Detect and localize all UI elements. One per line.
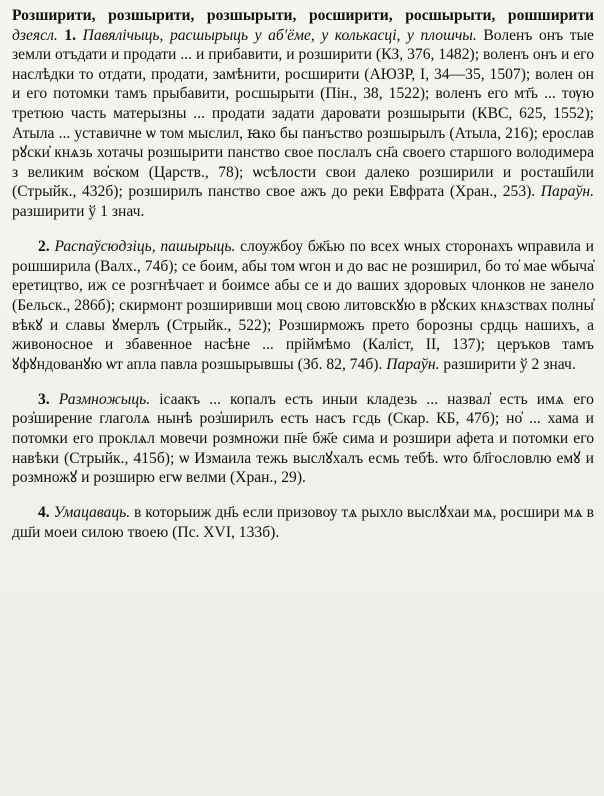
sense-citations: Воленъ онъ тые земли отъдати и продати ... и прибавити, и розширити (КЗ, 376, 1482); воленъ онъ и его наслѣдки то отдати, продати, замѣнити, росширити (АЮЗР, I, 34—35, 1507); волен он и его потомки тамъ прыбавити, росшырыти (Пін., 38, 1522); воленъ его мт҃ь ... тѹю третюю часть матерызны ... продати задати даровати розшырыти (КВС, 625, 1552); Атыла ... уставичне ѡ том мыслил, ꙗко бы панъство розшырылъ (Атыла, 216); ерослав рꙋски҆ кнѧзь хотачы розшырити панство свое послалъ сн҃а своего старшого володимера з великим во҆ском (Царств., 78); ѡсѣлости свои далеко розширили и росташ҃или (Стрыйк., 432б); розширилъ панство свое ажъ до реки Евфрата (Хран., 253). (12, 26, 594, 201)
sense-gloss: Распаўсюдзіць, пашырыць. (54, 238, 236, 256)
sense-number: 1. (64, 26, 77, 44)
dictionary-entry (12, 6, 594, 543)
sense-3 (12, 390, 594, 488)
headword: Розширити, розшырити, розшырыти, росширити, росшырыти, рошширити (12, 7, 594, 24)
sense-number: 4. (38, 504, 50, 522)
see-also-label: Параўн. (540, 183, 595, 201)
sense-2 (12, 237, 594, 374)
sense-4 (12, 503, 594, 542)
sense-number: 2. (38, 238, 50, 256)
see-also-label: Параўн. (386, 355, 440, 373)
see-also-text: разширити ў 2 знач. (443, 355, 576, 373)
sense-citations: слоужбоу бж҃ью по всех ѡных сторонахъ ѡправила и рошширила (Валх., 74б); се боим, абы том ѡгон и до вас не розширил, бо то҆ мае ѡбыча҆ еретицтво, иж се розгнѣчает и боимсе абы се и до ваших здоровых члонков не занело (Бельск., 286б); скирмонт розширивши моц свою литовскꙋю в рꙋских кнѧзствах полны҆ вѣкꙋ и славы ꙋмерлъ (Стрыйк., 522); Розширможъ прето борозны срдць нашихъ, а живоносное и збавенное насѣне ... пріймѣмо (Каліст, II, 137); церъков тамъ ꙋфꙋндованꙋю ѡт апла павла розшырывшы (Зб. 82, 74б). (12, 238, 594, 373)
sense-1 (12, 6, 594, 222)
sense-citations: ісаакъ ... копалъ есть иныи кладезь ... назвал҆ есть имѧ его роз҆ширение глаголѧ нынѣ роз҆ширилъ есть насъ гсдь (Скар. КБ, 47б); но҆ ... хама и потомки его проклѧл мовечи розмножи пн҃е бж҃е сима и розшири афета и потомки его навѣки (Стрыйк., 415б); ѡ Измаила тежь выслꙋхалъ есмь тебѣ. ѡто бл҃гословлю емꙋ и розмножꙋ и розширю егѡ велми (Хран., 29). (12, 390, 594, 487)
sense-gloss: Умацаваць. (53, 504, 131, 522)
sense-number: 3. (38, 390, 50, 408)
sense-citations: в которыиж дн҃ь если призовоу тѧ рыхло выслꙋхаи мѧ, росшири мѧ в дш҃и моеи силою твоею (Пс. XVI, 133б). (12, 504, 594, 542)
sense-gloss: Павялічыць, расшырыць у аб'ёме, у колькасці, у плошчы. (82, 26, 477, 44)
see-also-text: разширити ў 1 знач. (12, 202, 145, 220)
sense-gloss: Размножыць. (58, 390, 151, 408)
part-of-speech: дзеясл. (12, 26, 58, 44)
